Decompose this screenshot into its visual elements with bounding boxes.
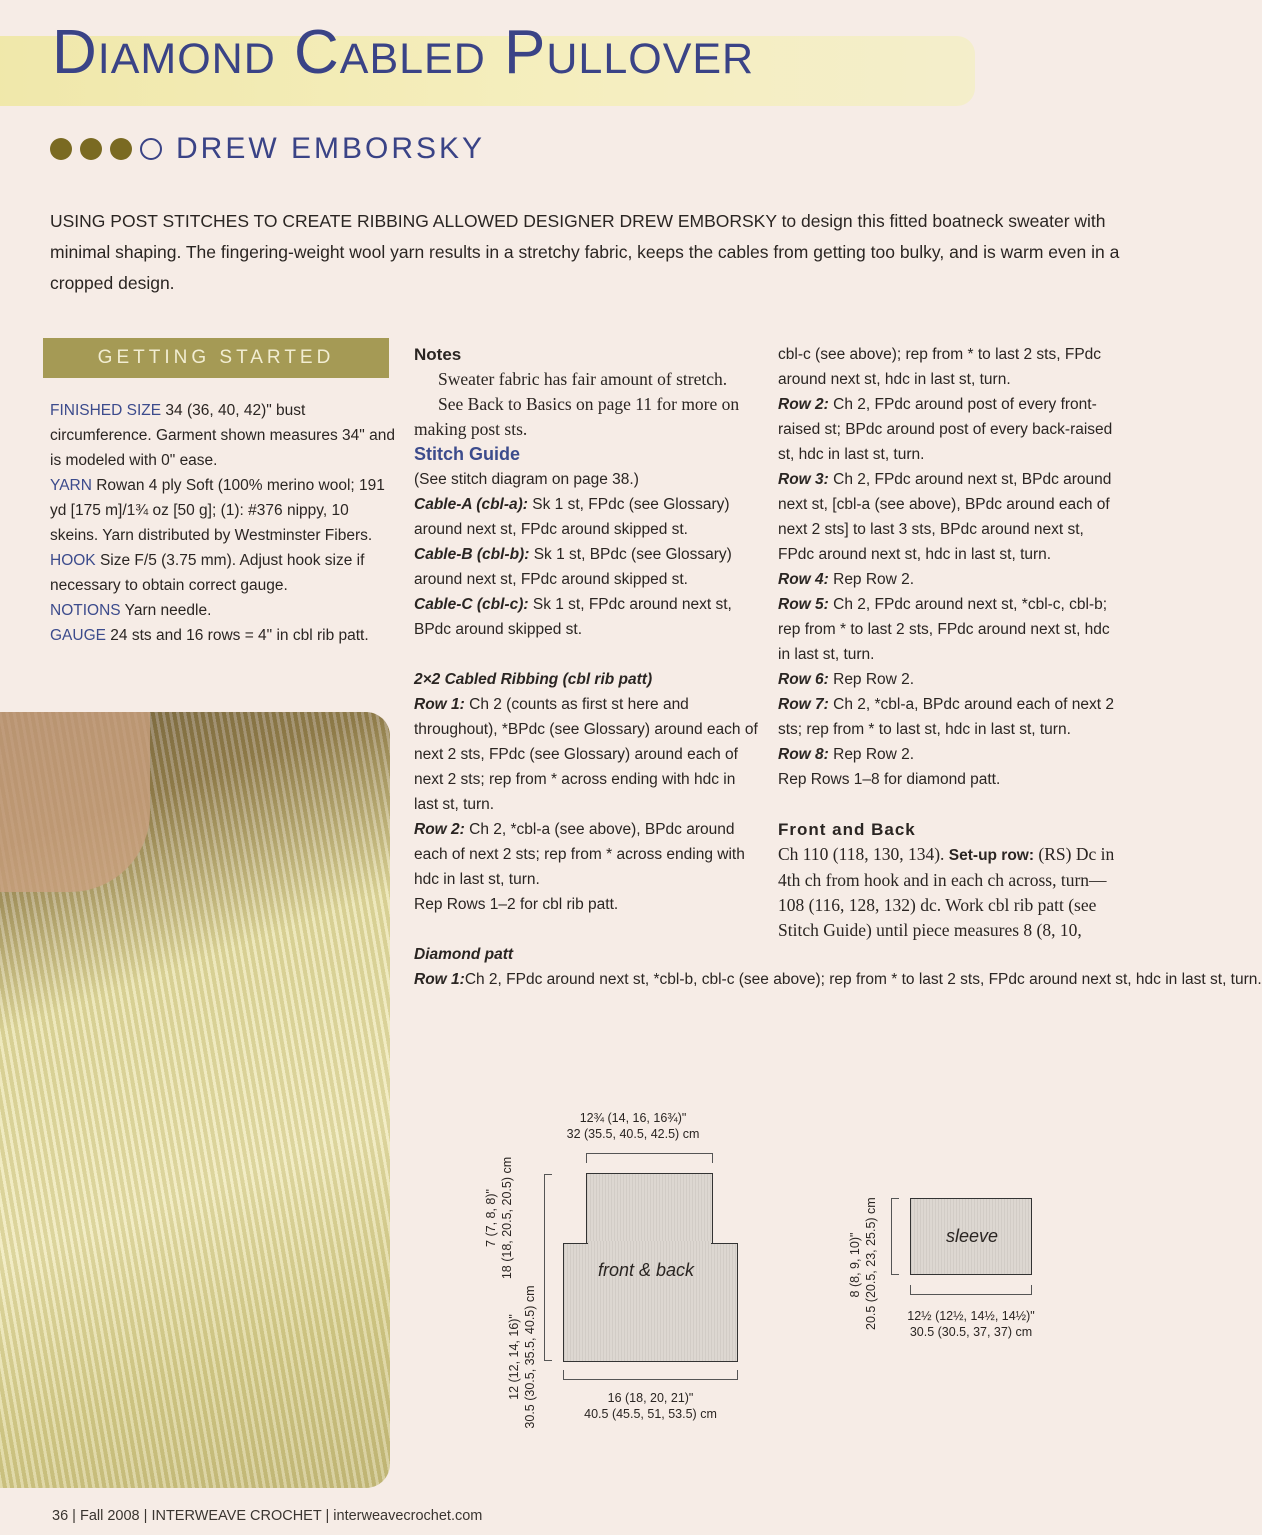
bullet-outline-icon — [140, 138, 162, 160]
bullet-icon — [50, 138, 72, 160]
cable-c: Cable-C (cbl-c): Sk 1 st, FPdc around next st, BPdc around skipped st. — [414, 596, 732, 638]
website-link[interactable]: interweavecrochet.com — [333, 1508, 483, 1524]
bottom-dimension-line — [563, 1370, 738, 1380]
sweater-photo — [0, 712, 390, 1488]
page-title: Diamond Cabled Pullover — [52, 18, 755, 87]
top-width-cm: 32 (35.5, 40.5, 42.5) cm — [566, 1127, 700, 1141]
magazine-name: INTERWEAVE CROCHET — [151, 1508, 322, 1524]
gauge: GAUGE 24 sts and 16 rows = 4" in cbl rib patt. — [50, 627, 369, 644]
cable-a: Cable-A (cbl-a): Sk 1 st, FPdc (see Glossary) around next st, FPdc around skipped st. — [414, 496, 730, 538]
stitch-guide-heading: Stitch Guide — [414, 444, 521, 464]
model-shoulder — [0, 712, 150, 892]
diamond-row-1-cont: cbl-c (see above); rep from * to last 2 sts, FPdc around next st, hdc in last st, turn. — [778, 346, 1102, 388]
bottom-width-cm: 40.5 (45.5, 51, 53.5) cm — [584, 1407, 717, 1421]
front-back-label: front & back — [598, 1260, 695, 1280]
diamond-row: Row 5: Ch 2, FPdc around next st, *cbl-c, cbl-b; rep from * to last 2 sts, FPdc around next st, hdc in last st, turn. — [778, 596, 1110, 663]
shape-join — [588, 1241, 711, 1245]
bullet-icon — [80, 138, 102, 160]
top-dimension-line — [586, 1153, 713, 1163]
side-length: 12 (12, 14, 16)" 30.5 (30.5, 35.5, 40.5) cm — [507, 1285, 537, 1429]
ribbing-repeat: Rep Rows 1–2 for cbl rib patt. — [414, 896, 619, 913]
sleeve-width-in: 12½ (12½, 14½, 14½)" — [907, 1309, 1035, 1323]
page-number: 36 — [52, 1508, 69, 1524]
diamond-row: Row 4: Rep Row 2. — [778, 571, 915, 588]
bullet-icon — [110, 138, 132, 160]
hook: HOOK Size F/5 (3.75 mm). Adjust hook size if necessary to obtain correct gauge. — [50, 552, 365, 594]
diamond-row: Row 7: Ch 2, *cbl-a, BPdc around each of next 2 sts; rep from * to last st, hdc in last st, turn. — [778, 696, 1115, 738]
ribbing-row: Row 1: Ch 2 (counts as first st here and throughout), *BPdc (see Glossary) around each of next 2 sts, FPdc (see Glossary) around each of next 2 sts; rep from * across ending with hdc in last st, turn. — [414, 696, 758, 813]
yarn: YARN Rowan 4 ply Soft (100% merino wool; 191 yd [175 m]/1¾ oz [50 g]; (1): #376 nippy, 10 skeins. Yarn distributed by Westminster Fibers. — [50, 477, 385, 544]
finished-size: FINISHED SIZE 34 (36, 40, 42)" bust circumference. Garment shown measures 34" and is modeled with 0" ease. — [50, 402, 395, 469]
getting-started-banner: GETTING STARTED — [43, 338, 389, 378]
notions: NOTIONS Yarn needle. — [50, 602, 212, 619]
getting-started-list — [50, 398, 395, 648]
bottom-width-in: 16 (18, 20, 21)" — [607, 1391, 694, 1405]
notes-heading: Notes — [414, 345, 462, 364]
diamond-row: Row 2: Ch 2, FPdc around post of every front-raised st; BPdc around post of every back-raised st, hdc in last st, turn. — [778, 396, 1113, 463]
diamond-row: Row 8: Rep Row 2. — [778, 746, 915, 763]
front-back-heading: Front and Back — [778, 820, 916, 839]
sleeve-height: 8 (8, 9, 10)" 20.5 (20.5, 23, 25.5) cm — [848, 1197, 878, 1330]
side-dimension-line — [544, 1174, 552, 1361]
page-footer: 36 | Fall 2008 | INTERWEAVE CROCHET | interweavecrochet.com — [52, 1508, 483, 1524]
ribbing-heading: 2×2 Cabled Ribbing (cbl rib patt) — [414, 671, 653, 688]
stitch-ref: (See stitch diagram on page 38.) — [414, 471, 639, 488]
issue: Fall 2008 — [79, 1508, 140, 1524]
cable-b: Cable-B (cbl-b): Sk 1 st, BPdc (see Glossary) around next st, FPdc around skipped st. — [414, 546, 732, 588]
diamond-repeat: Rep Rows 1–8 for diamond patt. — [778, 771, 1001, 788]
front-back-text: Ch 110 (118, 130, 134). Set-up row: (RS) Dc in 4th ch from hook and in each ch across, turn—108 (116, 128, 132) dc. Work cbl rib patt (see Stitch Guide) until piece measures 8 (8, 10, — [778, 844, 1115, 940]
ribbing-row: Row 2: Ch 2, *cbl-a (see above), BPdc around each of next 2 sts; rep from * across ending with hdc in last st, turn. — [414, 821, 745, 888]
right-column — [778, 342, 1118, 943]
schematic — [440, 1100, 1140, 1460]
author-name: DREW EMBORSKY — [176, 132, 486, 165]
notes-p2: See Back to Basics on page 11 for more on making post sts. — [414, 394, 740, 439]
intro-paragraph: USING POST STITCHES TO CREATE RIBBING ALLOWED DESIGNER DREW EMBORSKY to design this fitted boatneck sweater with minimal shaping. The fingering-weight wool yarn results in a stretchy fabric, keeps the cables from getting too bulky, and is warm even in a cropped design. — [50, 211, 1120, 293]
notes-p1: Sweater fabric has fair amount of stretch. — [438, 369, 728, 389]
diamond-row: Row 6: Rep Row 2. — [778, 671, 915, 688]
top-width-in: 12¾ (14, 16, 16¾)" — [579, 1111, 687, 1125]
sleeve-width-cm: 30.5 (30.5, 37, 37) cm — [909, 1325, 1033, 1339]
byline — [50, 132, 485, 166]
sleeve-label: sleeve — [946, 1226, 999, 1246]
diamond-row: Row 1:Ch 2, FPdc around next st, *cbl-b, cbl-c (see above); rep from * to last 2 sts, FPdc around next st, hdc in last st, turn. — [414, 971, 1262, 988]
diamond-heading: Diamond patt — [414, 946, 514, 963]
sleeve-height-line — [891, 1198, 899, 1275]
diamond-row: Row 3: Ch 2, FPdc around next st, BPdc around next st, [cbl-a (see above), BPdc around each of next 2 sts] to last 3 sts, BPdc around next st, FPdc around next st, hdc in last st, turn. — [778, 471, 1112, 563]
sleeve-width-line — [910, 1285, 1032, 1295]
armhole-depth: 7 (7, 8, 8)" 18 (18, 20.5, 20.5) cm — [484, 1156, 514, 1280]
